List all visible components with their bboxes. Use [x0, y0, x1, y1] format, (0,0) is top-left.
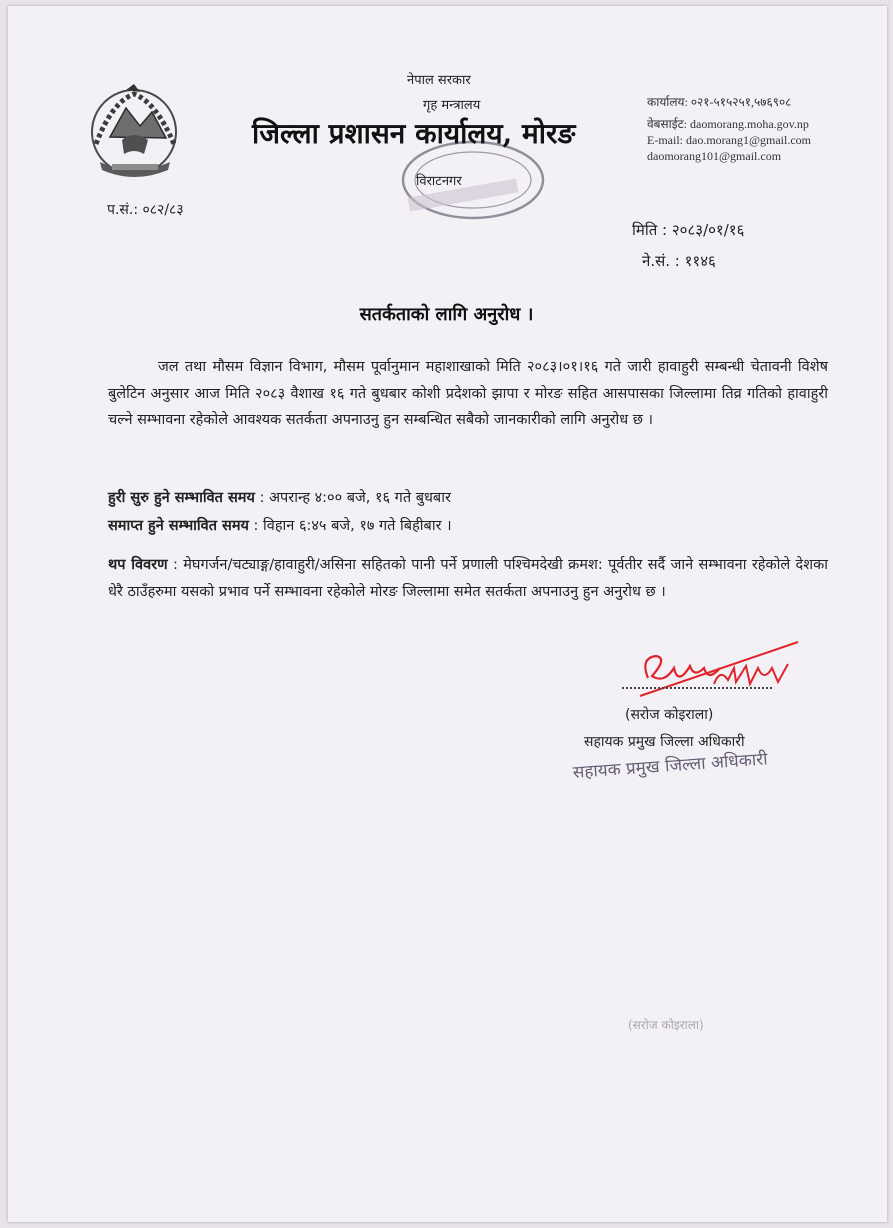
storm-end-time [108, 515, 452, 535]
details-label: थप विवरण [108, 557, 168, 573]
office-stamp-icon [388, 138, 548, 233]
storm-start-label: हुरी सुरु हुने सम्भावित समय [108, 490, 255, 506]
government-emblem-icon [82, 82, 192, 182]
storm-end-value: : विहान ६:४५ बजे, १७ गते बिहीबार । [253, 518, 452, 534]
handwritten-signature-icon [638, 638, 813, 708]
contact-office-phone: कार्यालय: ०२१-५१५२५१,५७६९०८ [647, 95, 792, 109]
details-text: : मेघगर्जन/चट्याङ्ग/हावाहुरी/असिना सहितको पानी पर्ने प्रणाली पश्चिमदेखी क्रमश: पूर्वतीर सर्दै जाने सम्भावना रहेकोले देशका धेरै ठाउँहरुमा यसको प्रभाव पर्ने सम्भावना रहेकोले मोरङ जिल्लामा समेत सतर्कता अपनाउनु हुन अनुरोध छ । [108, 557, 829, 600]
signer-title: सहायक प्रमुख जिल्ला अधिकारी [584, 734, 745, 750]
signer-name: (सरोज कोइराला) [625, 707, 714, 723]
header-ministry: गृह मन्त्रालय [423, 98, 481, 113]
storm-end-label: समाप्त हुने सम्भावित समय [108, 518, 249, 534]
reference-number: प.सं.: ०८२/८३ [107, 202, 184, 218]
body-paragraph-text: जल तथा मौसम विज्ञान विभाग, मौसम पूर्वानुमान महाशाखाको मिति २०८३।०१।१६ गते जारी हावाहुरी सम्बन्धी चेतावनी विशेष बुलेटिन अनुसार आज मिति २०८३ वैशाख १६ गते बुधबार कोशी प्रदेशको झापा र मोरङ सहित आसपासका जिल्लामा तिव्र गतिको हावाहुरी चल्ने सम्भावना रहेकोले आवश्यक सतर्कता अपनाउनु हुन सम्बन्धित सबैको जानकारीको लागि अनुरोध छ । [108, 359, 828, 428]
contact-email-1: E-mail: dao.morang1@gmail.com [647, 133, 812, 147]
contact-email-2: daomorang101@gmail.com [647, 149, 782, 163]
storm-start-time [108, 487, 451, 507]
header-office-title: जिल्ला प्रशासन कार्यालय, मोरङ [252, 117, 576, 150]
header-city: विराटनगर [416, 174, 462, 189]
header-government: नेपाल सरकार [407, 73, 471, 88]
signature-line [622, 686, 772, 689]
nepal-sambat-date: ने.सं. : ११४६ [642, 252, 716, 270]
letter-date: मिति : २०८३/०१/१६ [632, 221, 745, 239]
body-paragraph-main [108, 354, 828, 434]
contact-website: वेबसाईट: daomorang.moha.gov.np [647, 117, 809, 131]
additional-details [108, 552, 828, 605]
storm-start-value: : अपरान्ह ४:०० बजे, १६ गते बुधबार [259, 490, 451, 506]
faint-name-stamp: (सरोज कोइराला) [628, 1018, 704, 1032]
signer-title-stamp: सहायक प्रमुख जिल्ला अधिकारी [572, 749, 769, 783]
letter-subject: सतर्कताको लागि अनुरोध । [359, 304, 534, 325]
